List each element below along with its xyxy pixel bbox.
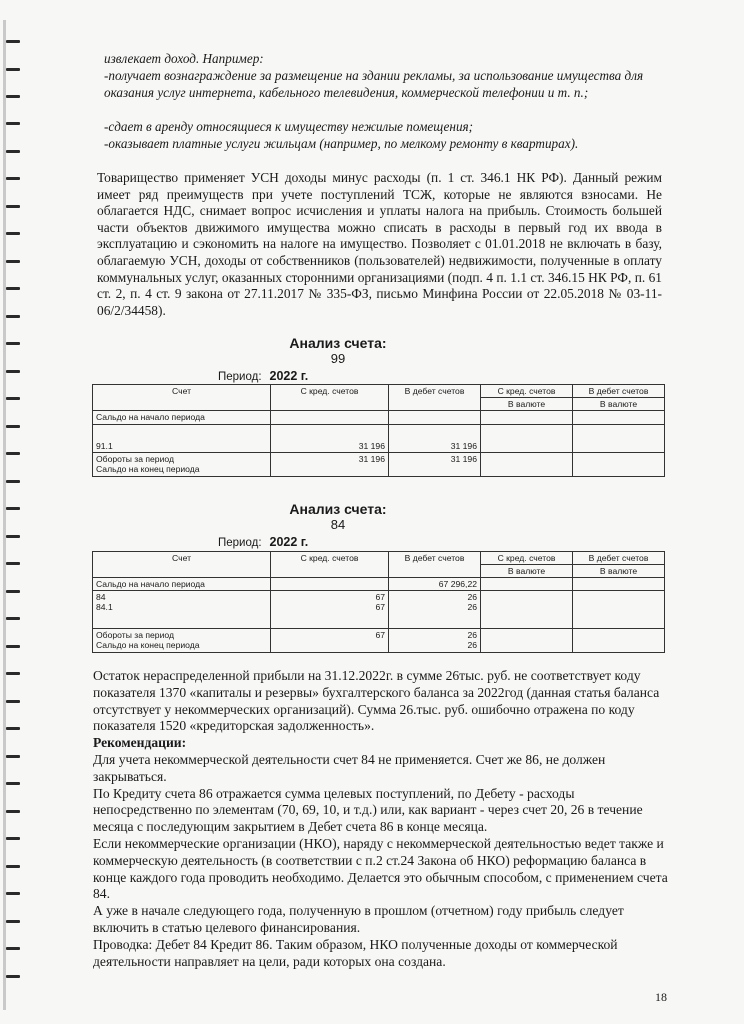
table-row: Обороты за период Сальдо на конец периода 67 26 26 [93, 629, 665, 653]
table-row: 84 84.1 67 67 26 26 [93, 591, 665, 629]
recommendation-1: Для учета некоммерческой деятельности счет 84 не применяется. Счет же 86, не должен закрываться. [93, 751, 606, 784]
th-from-credit-2: С кред. счетов [481, 385, 573, 398]
th-from-credit-2: С кред. счетов [481, 552, 573, 565]
th-to-debit-2: В дебет счетов [573, 552, 665, 565]
intro-item-advertising: -получает вознаграждение за размещение на здании рекламы, за использование имущества для оказания услуг интернета, кабельного телевидения, коммерческой телефонии и т. п.; [104, 68, 644, 100]
recommendation-2: По Кредиту счета 86 отражается сумма целевых поступлений, по Дебету - расходы непосредственно по элементам (70, 69, 10, и т.д.) или, как вариант - через счет 20, 26 в течение месяца с последующим закрытием в Дебет счета 86 в конце месяца. [93, 785, 643, 835]
th-to-debit: В дебет счетов [389, 385, 481, 411]
table99 [92, 384, 665, 477]
table-row: Сальдо на начало периода 67 296,22 [93, 578, 665, 591]
th-account: Счет [93, 385, 271, 411]
th-from-credit: С кред. счетов [271, 552, 389, 578]
recommendations-title: Рекомендации: [93, 735, 187, 751]
intro-item-rent: -сдает в аренду относящиеся к имуществу нежилые помещения; [104, 119, 474, 134]
th-to-debit-2: В дебет счетов [573, 385, 665, 398]
th-currency: В валюте [481, 565, 573, 578]
recommendation-4: А уже в начале следующего года, полученную в прошлом (отчетном) году прибыль следует включить в статью целевого финансирования. [93, 903, 624, 935]
th-to-debit: В дебет счетов [389, 552, 481, 578]
recommendation-3: Если некоммерческие организации (НКО), наряду с некоммерческой деятельностью ведет также и коммерческую деятельность (в соответствии с п.2 ст.24 Закона об НКО) реформацию баланса в конце каждого года проводить необходимо. Делается это обычным способом, с применением счета 84. [93, 835, 668, 902]
usn-paragraph: Товарищество применяет УСН доходы минус расходы (п. 1 ст. 346.1 НК РФ). Данный режим имеет ряд преимуществ при учете поступлений ТСЖ, которые не являются взносами. Не облагается НДС, снимает вопрос исчисления и уплаты налога на прибыль. Стоимость большей части объектов движимого имущества можно списать в расходы в первый год их ввода в эксплуатацию и сэкономить на налоге на имущество. Позволяет с 01.01.2018 не включать в базу, облагаемую УСН, доходы от собственников (пользователей) недвижимости, полученные в оплату коммунальных услуг, оказанных сторонними организациями (подп. 4 п. 1.1 ст. 346.15 НК РФ, п. 61 ст. 2, п. 4 ст. 9 закона от 27.11.2017 № 335-ФЗ, письмо Минфина России от 22.05.2018 № 03-11-06/2/34458). [97, 170, 662, 318]
remainder-paragraph: Остаток нераспределенной прибыли на 31.12.2022г. в сумме 26тыс. руб. не соответствует коду показателя 1370 «капиталы и резервы» бухгалтерского баланса за 2022год (данная статья баланса отсутствует у некоммерческих организаций). Сумма 26.тыс. руб. ошибочно отражена по коду показателя 1520 «кредиторская задолженность». [93, 668, 660, 734]
table84 [92, 551, 665, 653]
table-row: 91.1 31 196 31 196 [93, 425, 665, 453]
table84-title: Анализ счета: 84 [289, 501, 387, 532]
table99-period: Период: 2022 г. [218, 369, 309, 383]
recommendation-5: Проводка: Дебет 84 Кредит 86. Таким образом, НКО полученные доходы от коммерческой деятельности направляет на цели, ради которых она создана. [93, 936, 618, 969]
body-text [93, 668, 668, 970]
intro-line-1: извлекает доход. Например: [104, 51, 264, 66]
th-currency-2: В валюте [573, 398, 665, 411]
table84-period: Период: 2022 г. [218, 535, 309, 549]
intro-item-services: -оказывает платные услуги жильцам (например, по мелкому ремонту в квартирах). [104, 136, 579, 151]
th-currency-2: В валюте [573, 565, 665, 578]
th-from-credit: С кред. счетов [271, 385, 389, 411]
th-account: Счет [93, 552, 271, 578]
th-currency: В валюте [481, 398, 573, 411]
table99-title: Анализ счета: 99 [289, 335, 387, 366]
table-row: Сальдо на начало периода [93, 411, 665, 425]
table-row: Обороты за период Сальдо на конец периода 31 196 31 196 [93, 453, 665, 477]
page-number: 18 [655, 990, 667, 1004]
